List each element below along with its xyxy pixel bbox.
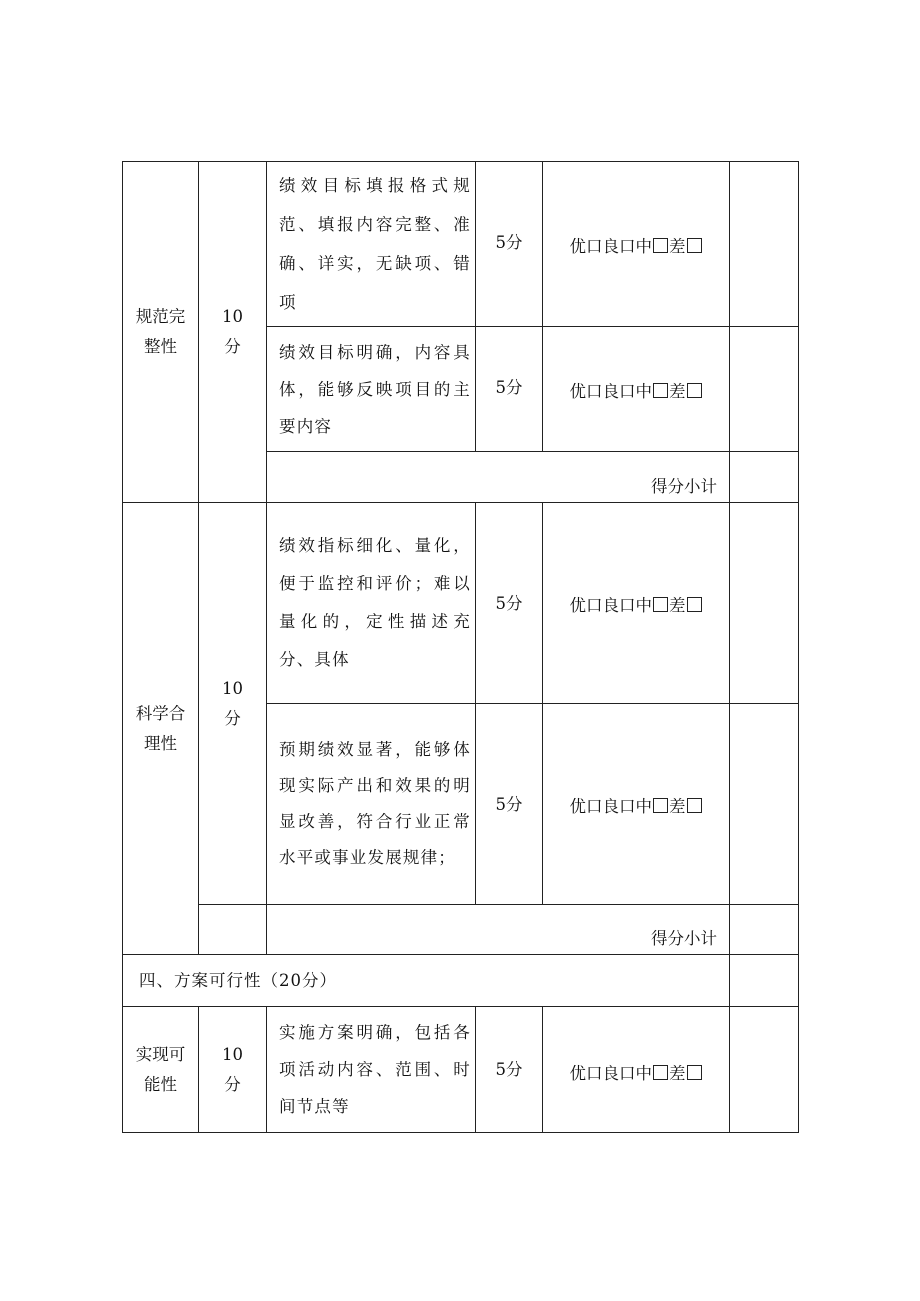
checkbox-icon[interactable] <box>687 1065 702 1080</box>
rating-good: 良口 <box>602 237 636 256</box>
points-unit: 分 <box>224 337 241 356</box>
rating-good: 良口 <box>602 596 636 615</box>
checkbox-icon[interactable] <box>687 383 702 398</box>
section-row <box>123 955 799 1007</box>
checkbox-icon[interactable] <box>687 597 702 612</box>
subtotal-label: 得分小计 <box>267 452 730 503</box>
points-value: 10 <box>222 678 243 698</box>
criterion-text: 绩效目标填报格式规范、填报内容完整、准确、详实，无缺项、错项 <box>267 162 476 327</box>
criterion-text: 预期绩效显著，能够体现实际产出和效果的明显改善，符合行业正常水平或事业发展规律； <box>267 704 476 905</box>
subtotal-entry-cell[interactable] <box>730 905 799 955</box>
category-line: 能性 <box>144 1074 177 1094</box>
score-entry-cell[interactable] <box>730 704 799 905</box>
rating-excellent: 优口 <box>569 237 603 256</box>
score-entry-cell[interactable] <box>730 162 799 327</box>
rating-excellent: 优口 <box>569 382 603 401</box>
subtotal-row <box>123 905 799 955</box>
score-value: 5分 <box>495 233 523 252</box>
table-row <box>123 162 799 327</box>
rating-medium: 中 <box>635 596 652 615</box>
rating-excellent: 优口 <box>569 596 603 615</box>
score-cell <box>476 162 543 327</box>
category-cell <box>123 162 199 503</box>
category-cell <box>123 503 199 955</box>
rating-cell <box>543 704 730 905</box>
rating-cell <box>543 503 730 704</box>
points-cell <box>199 1007 267 1133</box>
checkbox-icon[interactable] <box>653 383 668 398</box>
category-line: 整性 <box>144 337 177 356</box>
rating-excellent: 优口 <box>569 1064 603 1083</box>
score-entry-cell[interactable] <box>730 1007 799 1133</box>
checkbox-icon[interactable] <box>653 798 668 813</box>
score-cell <box>476 327 543 452</box>
criterion-text: 绩效目标明确，内容具体，能够反映项目的主要内容 <box>267 327 476 452</box>
category-cell <box>123 1007 199 1133</box>
points-cell <box>199 162 267 503</box>
rating-cell <box>543 1007 730 1133</box>
rating-medium: 中 <box>635 237 652 256</box>
score-entry-cell[interactable] <box>730 327 799 452</box>
empty-cell <box>730 955 799 1007</box>
table-row <box>123 503 799 704</box>
points-cell <box>199 503 267 905</box>
rating-medium: 中 <box>635 1064 652 1083</box>
rating-good: 良口 <box>602 1064 636 1083</box>
points-unit: 分 <box>224 1074 241 1094</box>
rating-medium: 中 <box>635 382 652 401</box>
score-value: 5分 <box>495 378 523 397</box>
evaluation-table <box>122 161 799 1133</box>
table-row <box>123 1007 799 1133</box>
rating-poor: 差 <box>669 596 686 615</box>
rating-good: 良口 <box>602 797 636 816</box>
score-value: 5分 <box>495 1060 523 1079</box>
category-line: 科学合 <box>135 703 186 723</box>
criterion-text: 绩效指标细化、量化，便于监控和评价；难以量化的，定性描述充分、具体 <box>267 503 476 704</box>
score-cell <box>476 1007 543 1133</box>
rating-excellent: 优口 <box>569 797 603 816</box>
rating-poor: 差 <box>669 797 686 816</box>
checkbox-icon[interactable] <box>653 597 668 612</box>
rating-medium: 中 <box>635 797 652 816</box>
category-line: 规范完 <box>135 307 186 326</box>
points-value: 10 <box>222 1044 243 1064</box>
checkbox-icon[interactable] <box>687 238 702 253</box>
score-cell <box>476 704 543 905</box>
rating-cell <box>543 327 730 452</box>
score-entry-cell[interactable] <box>730 503 799 704</box>
rating-poor: 差 <box>669 237 686 256</box>
score-cell <box>476 503 543 704</box>
subtotal-entry-cell[interactable] <box>730 452 799 503</box>
subtotal-label: 得分小计 <box>267 905 730 955</box>
rating-poor: 差 <box>669 382 686 401</box>
score-value: 5分 <box>495 594 523 613</box>
score-value: 5分 <box>495 795 523 814</box>
points-unit: 分 <box>224 708 241 728</box>
section-title: 四、方案可行性（20分） <box>123 955 730 1007</box>
rating-cell <box>543 162 730 327</box>
empty-cell <box>199 905 267 955</box>
points-value: 10 <box>222 307 243 326</box>
checkbox-icon[interactable] <box>687 798 702 813</box>
checkbox-icon[interactable] <box>653 1065 668 1080</box>
rating-poor: 差 <box>669 1064 686 1083</box>
checkbox-icon[interactable] <box>653 238 668 253</box>
rating-good: 良口 <box>602 382 636 401</box>
criterion-text: 实施方案明确，包括各项活动内容、范围、时间节点等 <box>267 1007 476 1133</box>
category-line: 理性 <box>144 733 177 753</box>
category-line: 实现可 <box>135 1044 186 1064</box>
